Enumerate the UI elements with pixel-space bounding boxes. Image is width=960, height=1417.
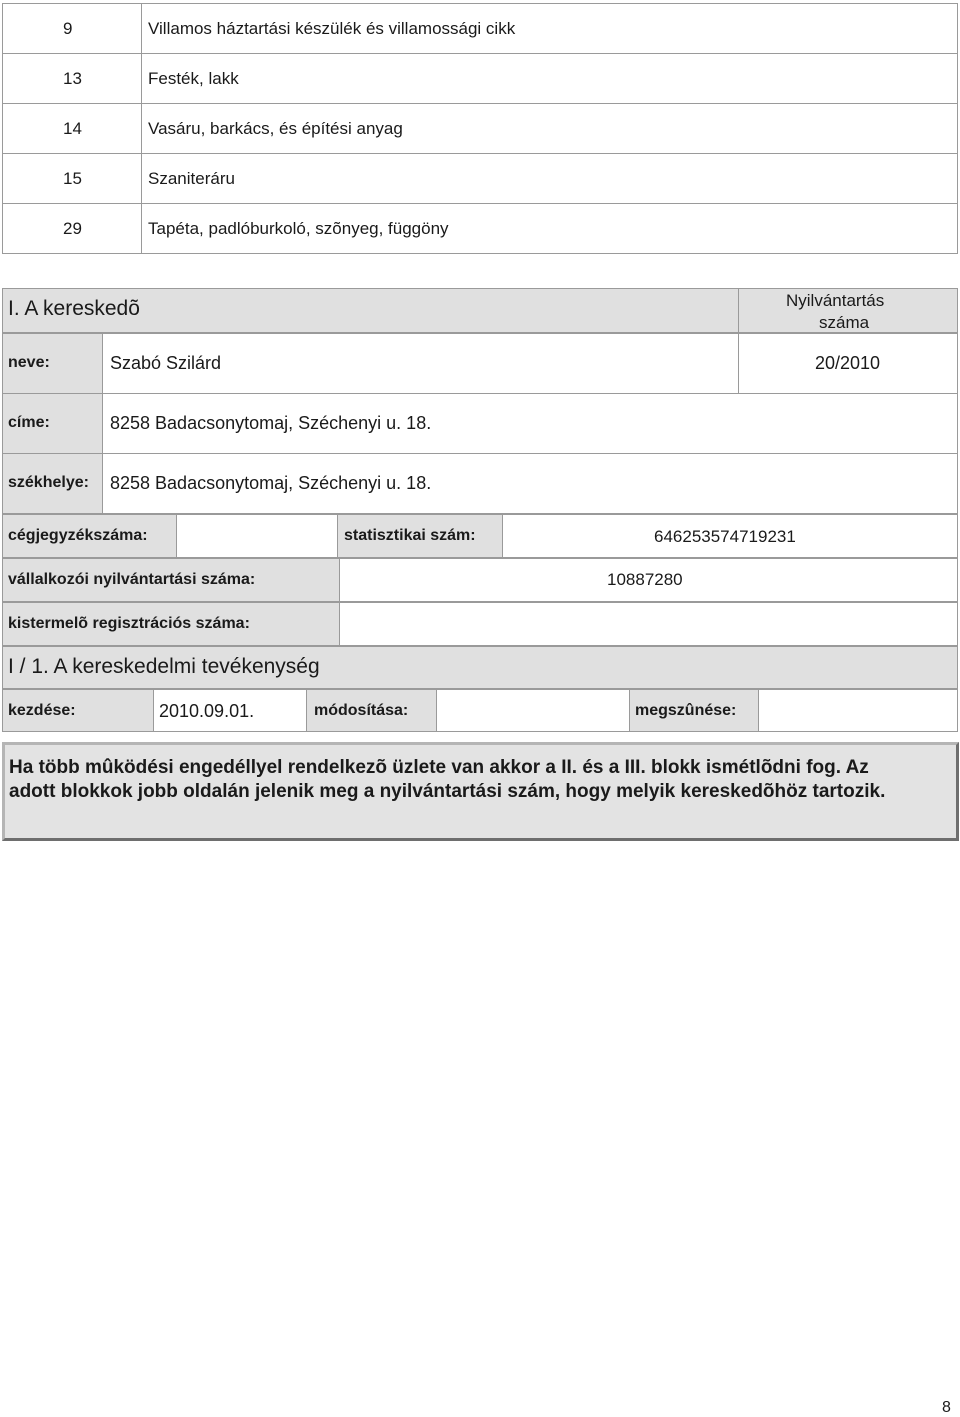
category-name: Tapéta, padlóburkoló, szõnyeg, függöny xyxy=(148,219,449,238)
category-code: 9 xyxy=(63,19,73,38)
category-code: 29 xyxy=(63,219,82,238)
smallproducer-label: kistermelõ regisztrációs száma: xyxy=(8,615,250,632)
category-name: Vasáru, barkács, és építési anyag xyxy=(148,119,403,138)
stat-label: statisztikai szám: xyxy=(344,527,476,544)
category-name-cell xyxy=(141,153,958,204)
modify-value-cell xyxy=(436,689,630,732)
seat-label: székhelye: xyxy=(8,474,89,491)
activity-section-title: I / 1. A kereskedelmi tevékenység xyxy=(8,655,320,678)
start-label: kezdése: xyxy=(8,702,76,719)
name-label: neve: xyxy=(8,354,50,371)
reg-number-header-line1: Nyilvántartás xyxy=(786,291,885,310)
modify-label: módosítása: xyxy=(314,702,409,719)
reg-number-value: 20/2010 xyxy=(815,353,881,373)
smallproducer-value-cell xyxy=(339,602,958,646)
end-value-cell xyxy=(758,689,958,732)
category-code: 14 xyxy=(63,119,82,138)
end-label: megszûnése: xyxy=(635,702,737,719)
category-name: Szaniteráru xyxy=(148,169,235,188)
category-code: 13 xyxy=(63,69,82,88)
entrepreneur-value: 10887280 xyxy=(607,570,683,589)
address-label: címe: xyxy=(8,414,50,431)
reg-number-header-line2: száma xyxy=(819,313,870,332)
entrepreneur-label: vállalkozói nyilvántartási száma: xyxy=(8,571,256,588)
start-value: 2010.09.01. xyxy=(159,701,255,721)
company-reg-label: cégjegyzékszáma: xyxy=(8,527,148,544)
category-name: Festék, lakk xyxy=(148,69,239,88)
seat-value: 8258 Badacsonytomaj, Széchenyi u. 18. xyxy=(110,473,432,493)
category-name: Villamos háztartási készülék és villamossági cikk xyxy=(148,19,516,38)
name-value: Szabó Szilárd xyxy=(110,353,222,373)
address-value: 8258 Badacsonytomaj, Széchenyi u. 18. xyxy=(110,413,432,433)
category-name-cell xyxy=(141,53,958,104)
page-number: 8 xyxy=(942,1399,951,1416)
category-code: 15 xyxy=(63,169,82,188)
company-reg-value-cell xyxy=(176,514,338,558)
merchant-section-title: I. A kereskedõ xyxy=(8,297,140,320)
notice-text: Ha több mûködési engedéllyel rendelkezõ üzlete van akkor a II. és a III. blokk ismétlõdni fog. Az adott blokkok jobb oldalán jelenik meg a nyilvántartási szám, hogy melyik kereskedõhöz tartozik. xyxy=(9,757,886,802)
stat-value: 646253574719231 xyxy=(654,527,796,546)
